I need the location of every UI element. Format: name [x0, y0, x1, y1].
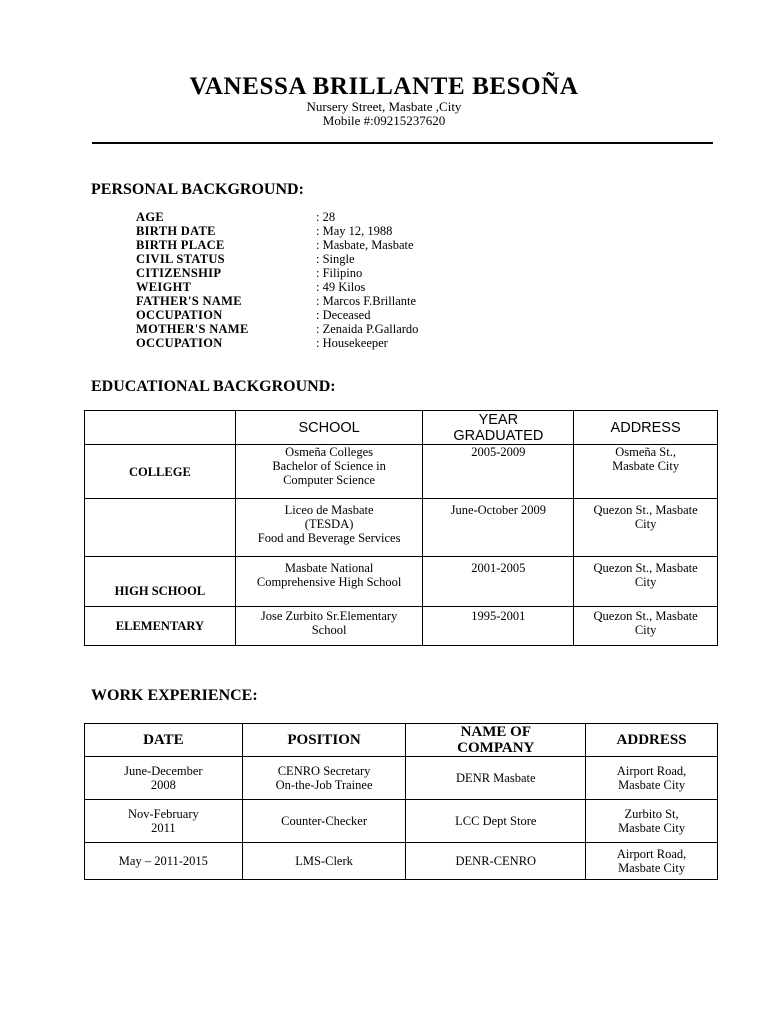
table-row — [85, 499, 718, 557]
personal-row — [136, 322, 556, 336]
work-date: May – 2011-2015 — [85, 843, 243, 880]
personal-value: : Single — [316, 252, 355, 266]
table-row — [85, 843, 718, 880]
personal-row — [136, 252, 556, 266]
personal-label: BIRTH PLACE — [136, 238, 225, 252]
work-date: Nov-February 2011 — [85, 800, 243, 843]
personal-value: : Housekeeper — [316, 336, 388, 350]
education-table — [84, 410, 718, 646]
personal-label: FATHER'S NAME — [136, 294, 242, 308]
personal-value: : Masbate, Masbate — [316, 238, 414, 252]
education-school: Osmeña Colleges Bachelor of Science in Computer Science — [235, 445, 423, 499]
education-address: Osmeña St., Masbate City — [574, 445, 718, 499]
personal-label: OCCUPATION — [136, 336, 223, 350]
education-school: Liceo de Masbate (TESDA) Food and Beverage Services — [235, 499, 423, 557]
personal-background-title: PERSONAL BACKGROUND: — [91, 181, 304, 198]
personal-label: OCCUPATION — [136, 308, 223, 322]
work-company: LCC Dept Store — [406, 800, 586, 843]
personal-row — [136, 308, 556, 322]
personal-row — [136, 238, 556, 252]
education-header-year: YEAR GRADUATED — [423, 411, 574, 445]
education-level — [85, 499, 236, 557]
personal-value: : Zenaida P.Gallardo — [316, 322, 419, 336]
work-header-date: DATE — [85, 724, 243, 757]
education-level: ELEMENTARY — [85, 607, 236, 646]
work-header-position: POSITION — [242, 724, 406, 757]
education-level: HIGH SCHOOL — [85, 557, 236, 607]
personal-label: WEIGHT — [136, 280, 192, 294]
education-year: 2001-2005 — [423, 557, 574, 607]
personal-row — [136, 280, 556, 294]
work-address: Airport Road, Masbate City — [586, 757, 718, 800]
work-position: CENRO Secretary On-the-Job Trainee — [242, 757, 406, 800]
education-year: 1995-2001 — [423, 607, 574, 646]
personal-value: : 28 — [316, 210, 336, 224]
personal-label: CITIZENSHIP — [136, 266, 222, 280]
educational-background-title: EDUCATIONAL BACKGROUND: — [91, 378, 336, 395]
education-school: Jose Zurbito Sr.Elementary School — [235, 607, 423, 646]
table-row — [85, 757, 718, 800]
education-school: Masbate National Comprehensive High School — [235, 557, 423, 607]
education-header-level — [85, 411, 236, 445]
education-address: Quezon St., Masbate City — [574, 499, 718, 557]
personal-value: : Deceased — [316, 308, 371, 322]
personal-row — [136, 266, 556, 280]
personal-label: AGE — [136, 210, 164, 224]
education-year: June-October 2009 — [423, 499, 574, 557]
work-experience-table — [84, 723, 718, 880]
work-company: DENR Masbate — [406, 757, 586, 800]
personal-details-list — [136, 210, 556, 350]
work-header-company: NAME OF COMPANY — [406, 724, 586, 757]
header-divider — [92, 142, 713, 144]
personal-value: : Marcos F.Brillante — [316, 294, 417, 308]
personal-label: MOTHER'S NAME — [136, 322, 249, 336]
work-position: Counter-Checker — [242, 800, 406, 843]
work-position: LMS-Clerk — [242, 843, 406, 880]
personal-value: : 49 Kilos — [316, 280, 366, 294]
personal-row — [136, 294, 556, 308]
personal-label: CIVIL STATUS — [136, 252, 225, 266]
work-header-row — [85, 724, 718, 757]
work-experience-title: WORK EXPERIENCE: — [91, 687, 258, 704]
applicant-name: VANESSA BRILLANTE BESOÑA — [189, 73, 579, 100]
education-header-address: ADDRESS — [574, 411, 718, 445]
home-address: Nursery Street, Masbate ,City — [306, 99, 462, 114]
work-date: June-December 2008 — [85, 757, 243, 800]
work-address: Zurbito St, Masbate City — [586, 800, 718, 843]
personal-row — [136, 210, 556, 224]
personal-value: : Filipino — [316, 266, 363, 280]
personal-row — [136, 336, 556, 350]
table-row — [85, 445, 718, 499]
table-row — [85, 607, 718, 646]
table-row — [85, 800, 718, 843]
education-address: Quezon St., Masbate City — [574, 557, 718, 607]
table-row — [85, 557, 718, 607]
mobile-number: Mobile #:09215237620 — [322, 113, 446, 128]
education-year: 2005-2009 — [423, 445, 574, 499]
education-address: Quezon St., Masbate City — [574, 607, 718, 646]
education-header-school: SCHOOL — [235, 411, 423, 445]
personal-row — [136, 224, 556, 238]
education-level: COLLEGE — [85, 445, 236, 499]
work-address: Airport Road, Masbate City — [586, 843, 718, 880]
education-header-row — [85, 411, 718, 445]
personal-value: : May 12, 1988 — [316, 224, 393, 238]
work-header-address: ADDRESS — [586, 724, 718, 757]
work-company: DENR-CENRO — [406, 843, 586, 880]
personal-label: BIRTH DATE — [136, 224, 216, 238]
